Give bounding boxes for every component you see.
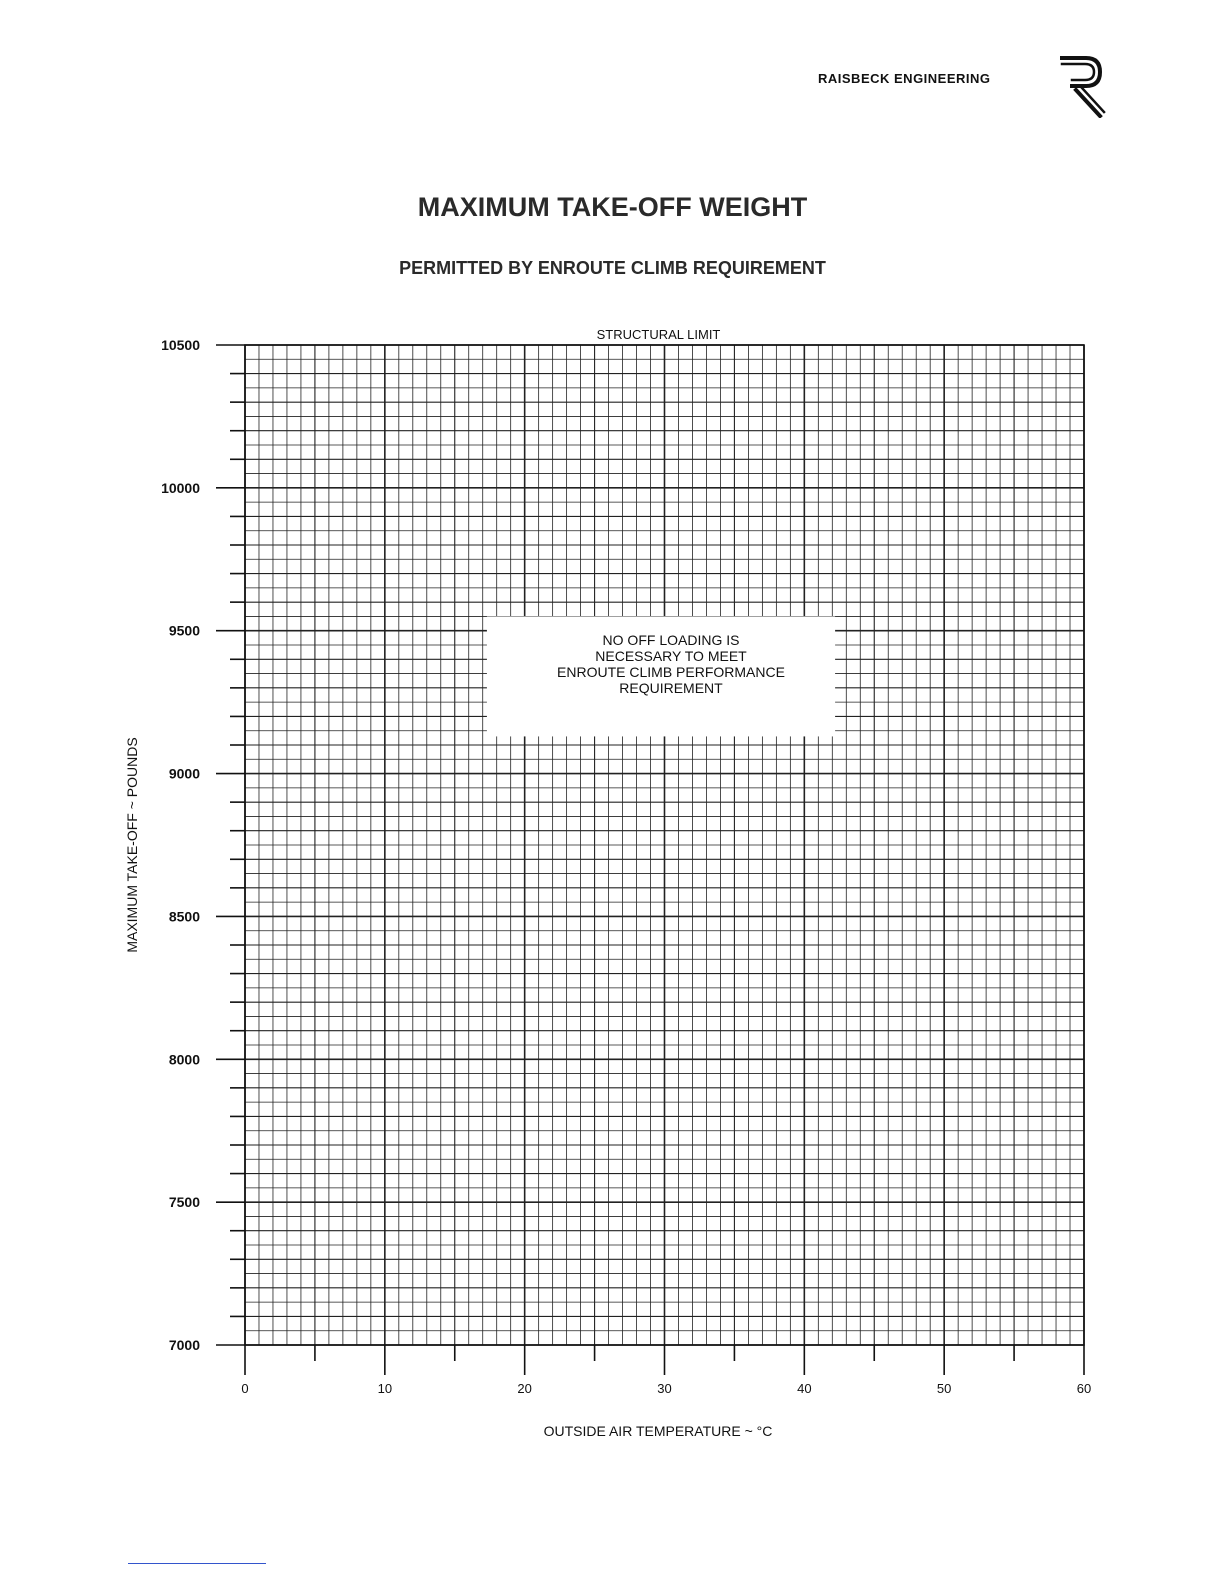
axis-layer bbox=[216, 345, 1084, 1375]
y-tick-label: 7500 bbox=[168, 1194, 200, 1211]
structural-limit-label: STRUCTURAL LIMIT bbox=[596, 327, 721, 342]
note-text-line: NO OFF LOADING IS bbox=[602, 632, 740, 648]
x-axis-label: OUTSIDE AIR TEMPERATURE ~ °C bbox=[543, 1423, 773, 1439]
chart-title: MAXIMUM TAKE-OFF WEIGHT bbox=[417, 192, 808, 222]
annotation-layer bbox=[487, 327, 835, 736]
x-tick-label: 10 bbox=[377, 1381, 393, 1396]
chart-subtitle: PERMITTED BY ENROUTE CLIMB REQUIREMENT bbox=[399, 258, 826, 278]
x-tick-label: 50 bbox=[936, 1381, 952, 1396]
note-text-line: ENROUTE CLIMB PERFORMANCE bbox=[557, 664, 785, 680]
y-tick-label: 10000 bbox=[161, 479, 200, 496]
y-tick-label: 9500 bbox=[168, 622, 200, 639]
x-tick-label: 0 bbox=[241, 1381, 249, 1396]
y-tick-label: 10500 bbox=[161, 337, 200, 353]
footer-rule bbox=[128, 1563, 266, 1564]
y-tick-label: 7000 bbox=[168, 1337, 200, 1353]
grid-layer bbox=[245, 345, 1084, 1345]
y-tick-label: 9000 bbox=[168, 765, 200, 782]
y-tick-label: 8500 bbox=[168, 908, 200, 925]
x-tick-label: 60 bbox=[1076, 1381, 1092, 1396]
y-tick-label: 8000 bbox=[168, 1051, 200, 1068]
x-tick-label: 40 bbox=[797, 1381, 812, 1396]
note-text-line: REQUIREMENT bbox=[619, 680, 723, 696]
brand-name: RAISBECK ENGINEERING bbox=[818, 71, 991, 86]
x-tick-label: 20 bbox=[517, 1381, 532, 1396]
y-axis-label: MAXIMUM TAKE-OFF ~ POUNDS bbox=[124, 737, 140, 953]
x-tick-label: 30 bbox=[657, 1381, 672, 1396]
note-text-line: NECESSARY TO MEET bbox=[595, 648, 747, 664]
